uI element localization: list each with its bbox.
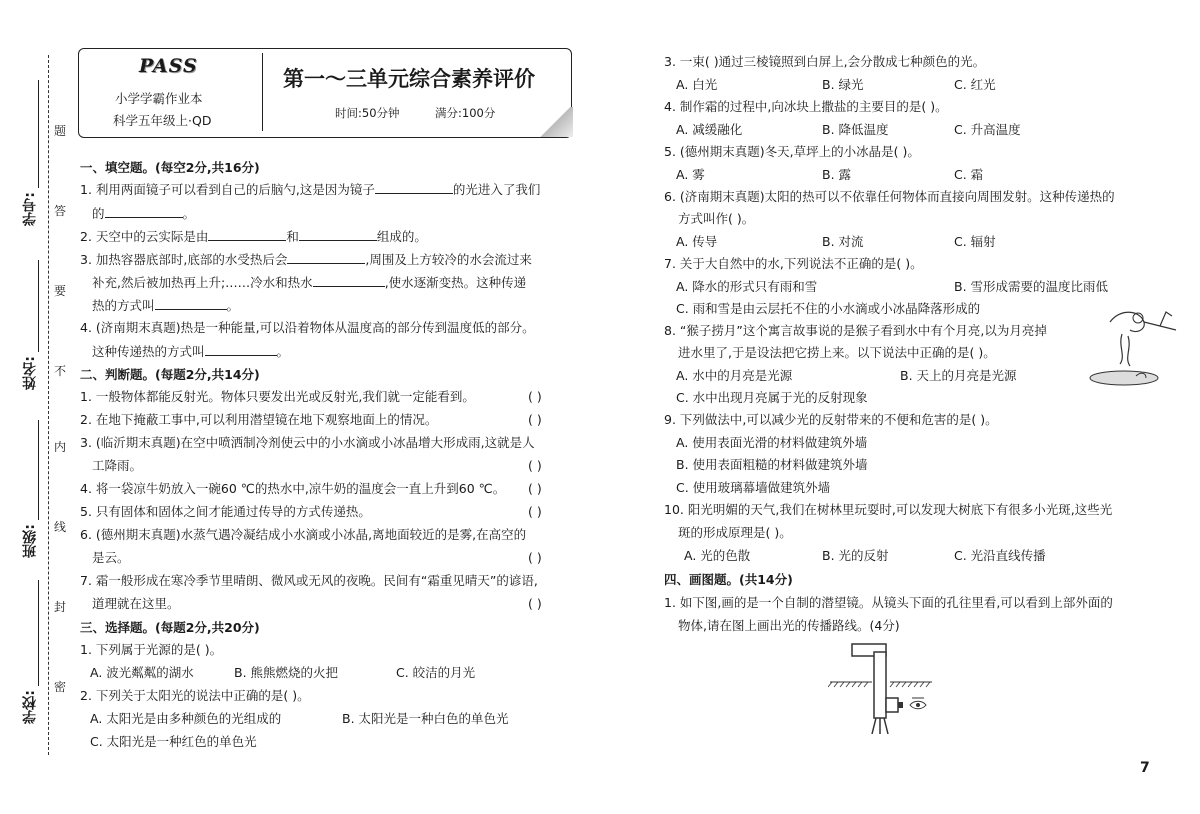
section-drawing: 四、画图题。(共14分) [664,572,793,587]
question-text: 8. “猴子捞月”这个寓言故事说的是猴子看到水中有个月亮,以为月亮掉 [664,323,1047,338]
option[interactable]: A. 使用表面光滑的材料做建筑外墙 [676,435,868,450]
option[interactable]: A. 太阳光是由多种颜色的光组成的 [90,711,282,726]
question-text: 7. 关于大自然中的水,下列说法不正确的是( )。 [664,256,923,271]
question-text: 斑的形成原理是( )。 [678,525,792,540]
question-text: 2. 在地下掩蔽工事中,可以利用潜望镜在地下观察地面上的情况。 [80,412,438,427]
section-true-false: 二、判断题。(每题2分,共14分) [80,367,260,382]
student-number-label: 学号: [22,192,38,226]
option[interactable]: A. 光的色散 [684,548,751,563]
answer-blank[interactable] [375,181,453,194]
time-limit: 时间:50分钟 [335,106,400,120]
answer-paren[interactable]: ( ) [528,550,542,565]
answer-blank[interactable] [299,228,377,241]
question-text: 补充,然后被加热再上升;……冷水和热水 ,使水逐渐变热。这种传递 [92,275,527,290]
option[interactable]: A. 白光 [676,77,718,92]
section-multiple-choice: 三、选择题。(每题2分,共20分) [80,620,260,635]
series-name: 小学学霸作业本 [115,91,203,106]
question-text: 4. 制作霜的过程中,向冰块上撒盐的主要目的是( )。 [664,99,948,114]
binding-char: 密 [54,680,67,694]
question-text: 5. (德州期末真题)冬天,草坪上的小冰晶是( )。 [664,144,920,159]
option[interactable]: A. 减缓融化 [676,122,743,137]
option[interactable]: C. 升高温度 [954,122,1021,137]
answer-blank[interactable] [287,251,365,264]
answer-blank[interactable] [105,205,183,218]
binding-char: 要 [54,284,67,298]
question-text: 道理就在这里。 [92,596,180,611]
question-text: 6. (济南期末真题)太阳的热可以不依靠任何物体而直接向周围发射。这种传递热的 [664,189,1115,204]
answer-paren[interactable]: ( ) [528,481,542,496]
question-text: 3. 加热容器底部时,底部的水受热后会 ,周围及上方较冷的水会流过来 [80,252,532,267]
answer-blank[interactable] [313,274,385,287]
answer-blank[interactable] [208,228,286,241]
question-text: 3. 一束( )通过三棱镜照到白屏上,会分散成七种颜色的光。 [664,54,986,69]
option[interactable]: B. 天上的月亮是光源 [900,368,1017,383]
name-field[interactable] [38,260,39,352]
question-text: 5. 只有固体和固体之间才能通过传导的方式传递热。 [80,504,371,519]
question-text: 2. 天空中的云实际是由 和 组成的。 [80,229,427,244]
option[interactable]: B. 绿光 [822,77,864,92]
option[interactable]: B. 光的反射 [822,548,889,563]
question-text: 2. 下列关于太阳光的说法中正确的是( )。 [80,688,310,703]
question-text: 4. (济南期末真题)热是一种能量,可以沿着物体从温度高的部分传到温度低的部分。 [80,320,535,335]
pass-logo: PASS [139,55,198,77]
header-divider [262,53,263,131]
option[interactable]: C. 水中出现月亮属于光的反射现象 [676,390,868,405]
option[interactable]: B. 对流 [822,234,864,249]
question-text: 1. 一般物体都能反射光。物体只要发出光或反射光,我们就一定能看到。 [80,389,475,404]
question-text: 1. 下列属于光源的是( )。 [80,642,223,657]
option[interactable]: A. 雾 [676,167,705,182]
answer-paren[interactable]: ( ) [528,596,542,611]
question-text: 1. 利用两面镜子可以看到自己的后脑勺,这是因为镜子 的光进入了我们 [80,182,541,197]
option[interactable]: C. 红光 [954,77,996,92]
student-number-field[interactable] [38,80,39,188]
option[interactable]: C. 雨和雪是由云层托不住的小水滴或小冰晶降落形成的 [676,301,981,316]
question-text: 工降雨。 [92,458,143,473]
option[interactable]: C. 太阳光是一种红色的单色光 [90,734,257,749]
question-text: 是云。 [92,550,130,565]
question-text: 9. 下列做法中,可以减少光的反射带来的不便和危害的是( )。 [664,412,998,427]
subject-grade: 科学五年级上·QD [113,113,212,128]
option[interactable]: C. 皎洁的月光 [396,665,476,680]
option[interactable]: C. 光沿直线传播 [954,548,1046,563]
school-field[interactable] [38,580,39,686]
question-text: 3. (临沂期末真题)在空中喷洒制冷剂使云中的小水滴或小冰晶增大形成雨,这就是人 [80,435,535,450]
page-title: 第一～三单元综合素养评价 [283,67,535,91]
binding-char: 题 [54,124,67,138]
full-score: 满分:100分 [435,106,496,120]
question-text: 物体,请在图上画出光的传播路线。(4分) [678,618,900,633]
page-curl-decoration [539,107,573,137]
question-text: 这种传递热的方式叫 。 [92,344,290,359]
question-text: 的 。 [92,206,196,221]
option[interactable]: A. 波光粼粼的湖水 [90,665,194,680]
question-text: 1. 如下图,画的是一个自制的潜望镜。从镜头下面的孔往里看,可以看到上部外面的 [664,595,1113,610]
header-box [78,48,572,138]
option[interactable]: A. 降水的形式只有雨和雪 [676,279,818,294]
question-text: 热的方式叫 。 [92,298,240,313]
option[interactable]: B. 熊熊燃烧的火把 [234,665,339,680]
option[interactable]: C. 使用玻璃幕墙做建筑外墙 [676,480,831,495]
option[interactable]: B. 露 [822,167,852,182]
option[interactable]: B. 使用表面粗糙的材料做建筑外墙 [676,457,868,472]
binding-char: 不 [54,364,67,378]
option[interactable]: A. 水中的月亮是光源 [676,368,793,383]
answer-paren[interactable]: ( ) [528,412,542,427]
question-text: 进水里了,于是设法把它捞上来。以下说法中正确的是( )。 [678,345,996,360]
answer-paren[interactable]: ( ) [528,458,542,473]
question-text: 7. 霜一般形成在寒冷季节里晴朗、微风或无风的夜晚。民间有“霜重见晴天”的谚语, [80,573,538,588]
binding-char: 答 [54,204,67,218]
monkey-moon-illustration [1080,300,1190,390]
binding-char: 内 [54,440,67,454]
class-field[interactable] [38,420,39,520]
option[interactable]: B. 降低温度 [822,122,889,137]
option[interactable]: C. 霜 [954,167,984,182]
binding-char: 线 [54,520,67,534]
page-number: 7 [1140,760,1150,776]
question-text: 4. 将一袋凉牛奶放入一碗60 ℃的热水中,凉牛奶的温度会一直上升到60 ℃。 [80,481,506,496]
option[interactable]: C. 辐射 [954,234,996,249]
periscope-diagram[interactable] [828,638,940,738]
option[interactable]: B. 太阳光是一种白色的单色光 [342,711,509,726]
section-fill-blank: 一、填空题。(每空2分,共16分) [80,160,260,175]
binding-dashed-line [48,55,49,755]
name-label: 姓名: [22,356,38,390]
school-label: 学校: [22,690,38,724]
option[interactable]: B. 雪形成需要的温度比雨低 [954,279,1109,294]
question-text: 方式叫作( )。 [678,211,755,226]
question-text: 10. 阳光明媚的天气,我们在树林里玩耍时,可以发现大树底下有很多小光斑,这些光 [664,502,1113,517]
answer-paren[interactable]: ( ) [528,504,542,519]
class-label: 班级: [22,524,38,558]
binding-char: 封 [54,600,67,614]
answer-blank[interactable] [205,343,277,356]
answer-blank[interactable] [155,297,227,310]
option[interactable]: A. 传导 [676,234,718,249]
answer-paren[interactable]: ( ) [528,389,542,404]
question-text: 6. (德州期末真题)水蒸气遇冷凝结成小水滴或小冰晶,离地面较近的是雾,在高空的 [80,527,527,542]
